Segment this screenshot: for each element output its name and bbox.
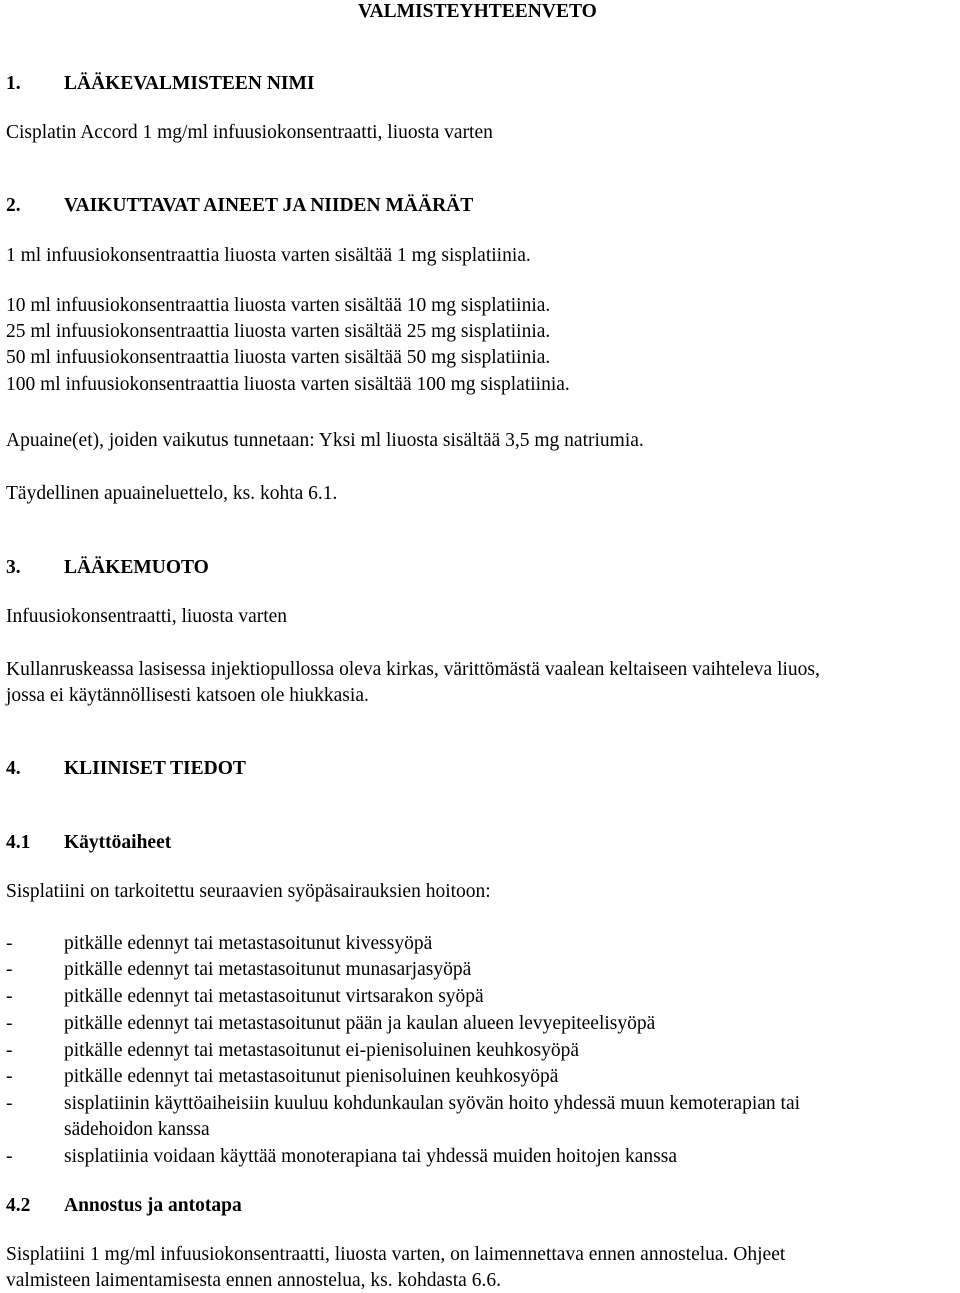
- section-3-number: 3.: [6, 557, 21, 578]
- list-item: pitkälle edennyt tai metastasoitunut ei-pienisoluinen keuhkosyöpä: [64, 1040, 580, 1061]
- list-item: sisplatiinia voidaan käyttää monoterapiana tai yhdessä muiden hoitojen kanssa: [64, 1146, 678, 1167]
- section-4-2-number: 4.2: [6, 1195, 31, 1216]
- composition-line: 25 ml infuusiokonsentraattia liuosta varten sisältää 25 mg sisplatiinia.: [6, 321, 551, 342]
- section-1-heading: LÄÄKEVALMISTEEN NIMI: [64, 73, 315, 94]
- list-item: pitkälle edennyt tai metastasoitunut pään ja kaulan alueen levyepiteelisyöpä: [64, 1013, 656, 1034]
- list-item: pitkälle edennyt tai metastasoitunut munasarjasyöpä: [64, 959, 472, 980]
- section-2-heading: VAIKUTTAVAT AINEET JA NIIDEN MÄÄRÄT: [64, 195, 474, 216]
- list-bullet: -: [6, 1093, 13, 1114]
- list-bullet: -: [6, 933, 13, 954]
- list-item-continuation: sädehoidon kanssa: [64, 1119, 210, 1140]
- section-3-heading: LÄÄKEMUOTO: [64, 557, 209, 578]
- section-4-1-number: 4.1: [6, 832, 31, 853]
- composition-paragraph: 1 ml infuusiokonsentraattia liuosta varten sisältää 1 mg sisplatiinia.: [6, 245, 531, 266]
- section-1-number: 1.: [6, 73, 21, 94]
- list-bullet: -: [6, 1040, 13, 1061]
- excipient-list-reference: Täydellinen apuaineluettelo, ks. kohta 6.1.: [6, 483, 338, 504]
- excipients-paragraph: Apuaine(et), joiden vaikutus tunnetaan: Yksi ml liuosta sisältää 3,5 mg natriumia.: [6, 430, 644, 451]
- pharmaceutical-form: Infuusiokonsentraatti, liuosta varten: [6, 606, 288, 627]
- list-bullet: -: [6, 1146, 13, 1167]
- section-4-2-heading: Annostus ja antotapa: [64, 1195, 242, 1216]
- composition-line: 100 ml infuusiokonsentraattia liuosta varten sisältää 100 mg sisplatiinia.: [6, 374, 570, 395]
- form-description: Kullanruskeassa lasisessa injektiopullossa oleva kirkas, värittömästä vaalean keltaiseen vaihteleva liuos,: [6, 659, 820, 680]
- list-item: pitkälle edennyt tai metastasoitunut kivessyöpä: [64, 933, 433, 954]
- indications-intro: Sisplatiini on tarkoitettu seuraavien syöpäsairauksien hoitoon:: [6, 881, 491, 902]
- section-4-number: 4.: [6, 758, 21, 779]
- dosage-paragraph: Sisplatiini 1 mg/ml infuusiokonsentraatti, liuosta varten, on laimennettava ennen annostelua. Ohjeet: [6, 1244, 786, 1265]
- form-description: jossa ei käytännöllisesti katsoen ole hiukkasia.: [6, 685, 369, 706]
- dosage-paragraph: valmisteen laimentamisesta ennen annostelua, ks. kohdasta 6.6.: [6, 1270, 501, 1291]
- composition-line: 50 ml infuusiokonsentraattia liuosta varten sisältää 50 mg sisplatiinia.: [6, 347, 551, 368]
- section-2-number: 2.: [6, 195, 21, 216]
- list-bullet: -: [6, 986, 13, 1007]
- list-bullet: -: [6, 959, 13, 980]
- product-name: Cisplatin Accord 1 mg/ml infuusiokonsentraatti, liuosta varten: [6, 122, 493, 143]
- list-item: pitkälle edennyt tai metastasoitunut pienisoluinen keuhkosyöpä: [64, 1066, 559, 1087]
- section-4-heading: KLIINISET TIEDOT: [64, 758, 246, 779]
- list-bullet: -: [6, 1013, 13, 1034]
- section-4-1-heading: Käyttöaiheet: [64, 832, 172, 853]
- list-bullet: -: [6, 1066, 13, 1087]
- document-title: VALMISTEYHTEENVETO: [358, 1, 597, 22]
- composition-line: 10 ml infuusiokonsentraattia liuosta varten sisältää 10 mg sisplatiinia.: [6, 295, 551, 316]
- list-item: sisplatiinin käyttöaiheisiin kuuluu kohdunkaulan syövän hoito yhdessä muun kemoterapian tai: [64, 1093, 801, 1114]
- list-item: pitkälle edennyt tai metastasoitunut virtsarakon syöpä: [64, 986, 484, 1007]
